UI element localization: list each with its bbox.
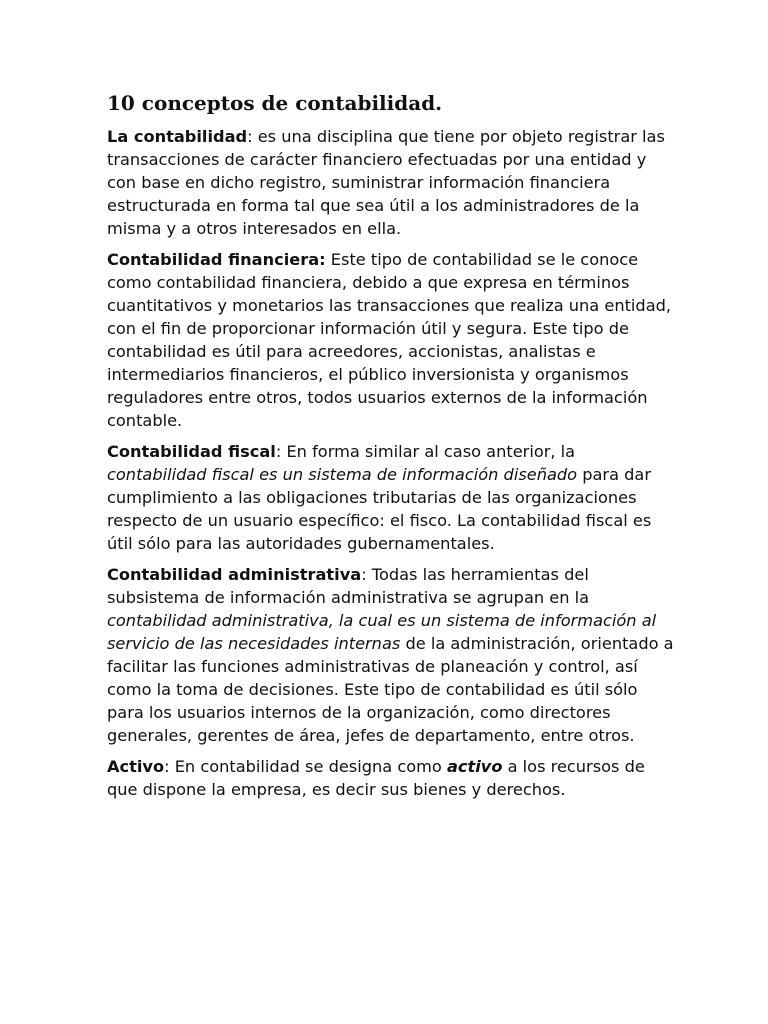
definition-contabilidad: : es una disciplina que tiene por objeto registrar las transacciones de carácter financiero efectuadas por una entidad y con base en dicho registro, suministrar información financiera estructurada en forma tal que sea útil a los administradores de la misma y a otros interesados en ella. — [107, 127, 665, 238]
definition-contabilidad-fiscal-part-2: para dar cumplimiento a las obligaciones tributarias de las organizaciones respecto de un usuario específico: el fisco. La contabilidad fiscal es útil sólo para las autoridades gubernamentales. — [107, 465, 652, 553]
term-contabilidad-fiscal: Contabilidad fiscal — [107, 442, 276, 461]
term-activo: Activo — [107, 757, 165, 776]
definition-contabilidad-fiscal-part-1: : En forma similar al caso anterior, la — [275, 442, 576, 461]
document-title: 10 conceptos de contabilidad. — [107, 91, 443, 115]
definition-activo-emphasis: activo — [446, 757, 503, 776]
paragraph-contabilidad-fiscal — [107, 440, 677, 555]
definition-activo-part-2: a los recursos de que dispone la empresa, es decir sus bienes y derechos. — [107, 757, 645, 799]
term-contabilidad-financiera: Contabilidad financiera: — [107, 250, 326, 269]
definition-contabilidad-financiera: Este tipo de contabilidad se le conoce como contabilidad financiera, debido a que expresa en términos cuantitativos y monetarios las transacciones que realiza una entidad, con el fin de proporcionar información útil y segura. Este tipo de contabilidad es útil para acreedores, accionistas, analistas e intermediarios financieros, el público inversionista y organismos reguladores entre otros, todos usuarios externos de la información contable. — [107, 250, 672, 430]
term-contabilidad: La contabilidad — [107, 127, 248, 146]
paragraph-contabilidad-financiera — [107, 248, 677, 432]
term-contabilidad-administrativa: Contabilidad administrativa — [107, 565, 362, 584]
definition-contabilidad-administrativa-part-2: de la administración, orientado a facilitar las funciones administrativas de planeación y control, así como la toma de decisiones. Este tipo de contabilidad es útil sólo para los usuarios internos de la organización, como directores generales, gerentes de área, jefes de departamento, entre otros. — [107, 634, 674, 745]
definition-contabilidad-administrativa-italic: contabilidad administrativa, la cual es un sistema de información al servicio de las necesidades internas — [107, 611, 657, 653]
definition-activo-part-1: : En contabilidad se designa como — [164, 757, 447, 776]
paragraph-activo — [107, 755, 677, 801]
definition-contabilidad-fiscal-italic: contabilidad fiscal es un sistema de información diseñado — [107, 465, 578, 484]
paragraph-contabilidad-administrativa — [107, 563, 677, 747]
definition-contabilidad-administrativa-part-1: : Todas las herramientas del subsistema de información administrativa se agrupan en la — [107, 565, 590, 607]
paragraph-contabilidad — [107, 125, 677, 240]
document-page — [107, 90, 677, 809]
